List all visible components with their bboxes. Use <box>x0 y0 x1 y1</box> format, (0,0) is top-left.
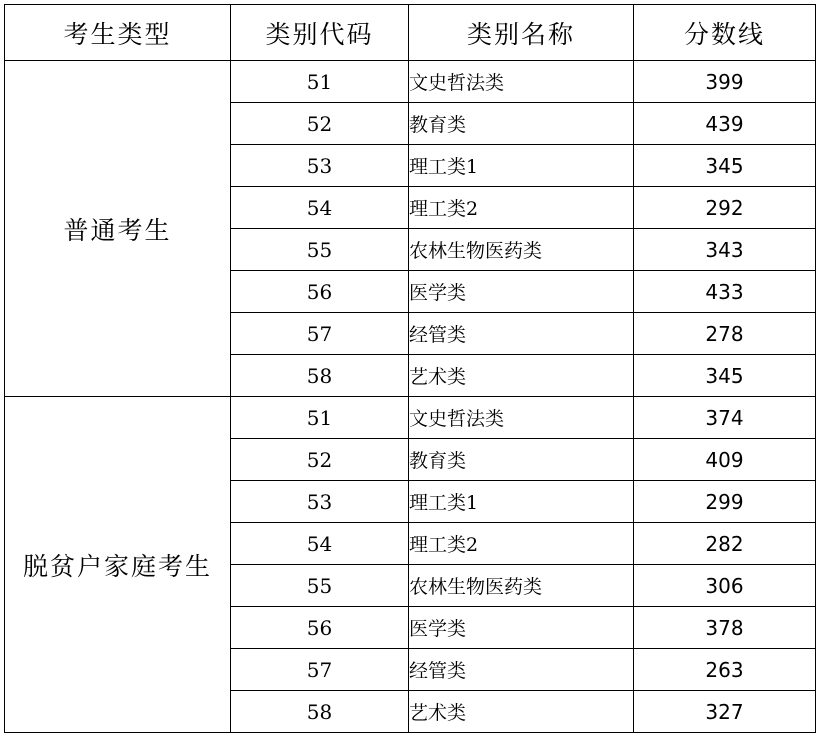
table-row <box>5 397 816 439</box>
category-name-cell: 教育类 <box>409 103 634 145</box>
score-cell: 292 <box>634 187 816 229</box>
category-code-cell: 55 <box>231 565 409 607</box>
table-header-row <box>5 5 816 61</box>
category-code-cell: 56 <box>231 607 409 649</box>
candidate-type-cell: 脱贫户家庭考生 <box>5 397 231 733</box>
category-name-cell: 文史哲法类 <box>409 397 634 439</box>
score-cell: 433 <box>634 271 816 313</box>
document-page <box>0 4 823 736</box>
score-cell: 409 <box>634 439 816 481</box>
category-code-cell: 57 <box>231 313 409 355</box>
category-code-cell: 58 <box>231 355 409 397</box>
score-cell: 439 <box>634 103 816 145</box>
category-name-cell: 文史哲法类 <box>409 61 634 103</box>
category-name-cell: 理工类2 <box>409 523 634 565</box>
score-cell: 263 <box>634 649 816 691</box>
category-name-cell: 农林生物医药类 <box>409 229 634 271</box>
category-name-cell: 理工类2 <box>409 187 634 229</box>
score-cell: 327 <box>634 691 816 733</box>
score-cell: 345 <box>634 355 816 397</box>
category-code-cell: 52 <box>231 439 409 481</box>
category-code-cell: 57 <box>231 649 409 691</box>
category-code-cell: 56 <box>231 271 409 313</box>
category-code-cell: 51 <box>231 397 409 439</box>
column-header-score-line: 分数线 <box>634 5 816 61</box>
score-cell: 299 <box>634 481 816 523</box>
category-name-cell: 艺术类 <box>409 355 634 397</box>
table-row <box>5 61 816 103</box>
category-name-cell: 医学类 <box>409 271 634 313</box>
category-code-cell: 51 <box>231 61 409 103</box>
score-cell: 378 <box>634 607 816 649</box>
category-name-cell: 艺术类 <box>409 691 634 733</box>
category-name-cell: 理工类1 <box>409 145 634 187</box>
score-cell: 278 <box>634 313 816 355</box>
category-name-cell: 教育类 <box>409 439 634 481</box>
score-cell: 399 <box>634 61 816 103</box>
score-cell: 282 <box>634 523 816 565</box>
category-code-cell: 53 <box>231 481 409 523</box>
score-cell: 306 <box>634 565 816 607</box>
category-name-cell: 经管类 <box>409 313 634 355</box>
score-cell: 345 <box>634 145 816 187</box>
category-name-cell: 理工类1 <box>409 481 634 523</box>
category-code-cell: 54 <box>231 523 409 565</box>
category-name-cell: 医学类 <box>409 607 634 649</box>
column-header-category-name: 类别名称 <box>409 5 634 61</box>
column-header-candidate-type: 考生类型 <box>5 5 231 61</box>
category-code-cell: 54 <box>231 187 409 229</box>
category-code-cell: 55 <box>231 229 409 271</box>
score-line-table <box>4 4 816 733</box>
column-header-category-code: 类别代码 <box>231 5 409 61</box>
category-code-cell: 53 <box>231 145 409 187</box>
category-code-cell: 58 <box>231 691 409 733</box>
category-name-cell: 经管类 <box>409 649 634 691</box>
table-header <box>5 5 816 61</box>
score-cell: 374 <box>634 397 816 439</box>
candidate-type-cell: 普通考生 <box>5 61 231 397</box>
table-body <box>5 61 816 733</box>
score-cell: 343 <box>634 229 816 271</box>
category-name-cell: 农林生物医药类 <box>409 565 634 607</box>
category-code-cell: 52 <box>231 103 409 145</box>
